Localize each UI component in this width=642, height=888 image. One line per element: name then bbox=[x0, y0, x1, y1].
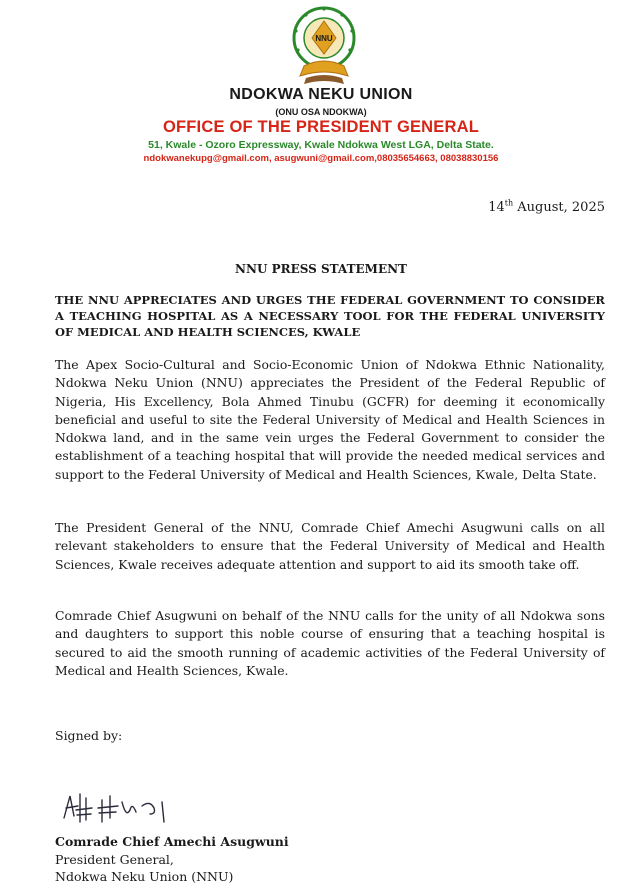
contact-details: ndokwanekupg@gmail.com, asugwuni@gmail.com,08035654663, 08038830156 bbox=[143, 153, 499, 164]
svg-text:NNU: NNU bbox=[315, 34, 333, 43]
office-address: 51, Kwale - Ozoro Expressway, Kwale Ndokwa West LGA, Delta State. bbox=[148, 139, 494, 151]
signed-by-label: Signed by: bbox=[55, 728, 123, 743]
signatory-organization: Ndokwa Neku Union (NNU) bbox=[55, 869, 234, 884]
statement-title: NNU PRESS STATEMENT bbox=[235, 262, 407, 276]
org-subtitle: (ONU OSA NDOKWA) bbox=[275, 107, 367, 117]
statement-headline: THE NNU APPRECIATES AND URGES THE FEDERAL GOVERNMENT TO CONSIDER A TEACHING HOSPITAL AS A NECESSARY TOOL FOR THE FEDERAL UNIVERSITY OF MEDICAL AND HEALTH SCIENCES, KWALE bbox=[55, 293, 605, 339]
body-paragraph-1: The Apex Socio-Cultural and Socio-Economic Union of Ndokwa Ethnic Nationality, Ndokwa Neku Union (NNU) appreciates the President of the Federal Republic of Nigeria, His Excellency, Bola Ahmed Tinubu (GCFR) for deeming it economically beneficial and useful to site the Federal University of Medical and Health Sciences in Ndokwa land, and in the same vein urges the Federal Government to consider the establishment of a teaching hospital that will provide the needed medical services and support to the Federal University of Medical and Health Sciences, Kwale, Delta State. bbox=[55, 357, 605, 482]
org-name: NDOKWA NEKU UNION bbox=[229, 86, 413, 103]
date-suffix: th bbox=[504, 198, 514, 208]
body-paragraph-2: The President General of the NNU, Comrade Chief Amechi Asugwuni calls on all relevant stakeholders to ensure that the Federal University of Medical and Health Sciences, Kwale receives adequate attention and support to aid its smooth take off. bbox=[55, 520, 605, 572]
body-paragraph-3: Comrade Chief Asugwuni on behalf of the NNU calls for the unity of all Ndokwa sons and daughters to support this noble course of ensuring that a teaching hospital is secured to aid the smooth running of academic activities of the Federal University of Medical and Health Sciences, Kwale. bbox=[55, 608, 605, 678]
office-title: OFFICE OF THE PRESIDENT GENERAL bbox=[162, 118, 480, 136]
letter-date bbox=[488, 200, 605, 215]
union-logo bbox=[290, 6, 358, 86]
date-rest: August, 2025 bbox=[513, 200, 605, 215]
signatory-title: President General, bbox=[55, 852, 174, 867]
signatory-name: Comrade Chief Amechi Asugwuni bbox=[55, 834, 289, 849]
signature bbox=[58, 788, 173, 830]
date-day: 14 bbox=[488, 200, 505, 215]
